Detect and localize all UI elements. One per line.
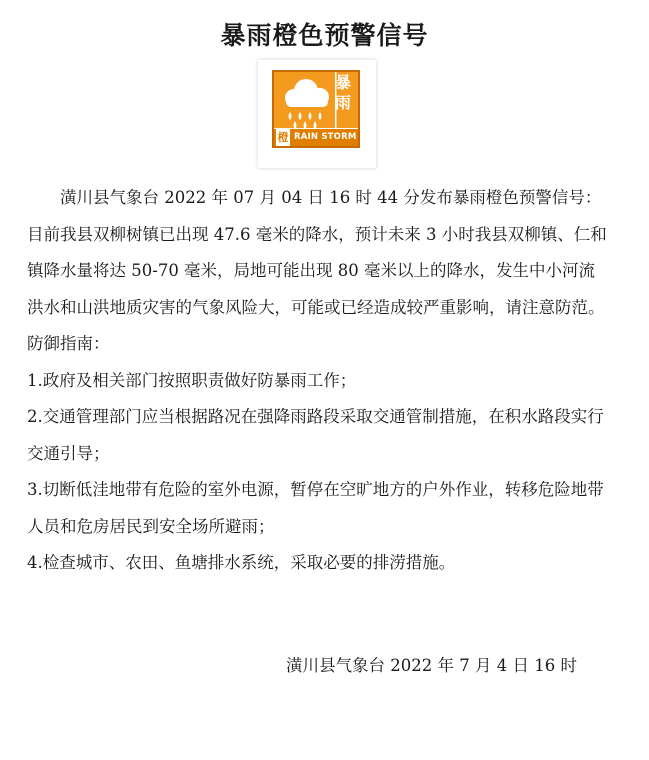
icon-label-band [274,128,358,146]
icon-label-en: RAIN STORM [294,132,357,142]
signature: 潢川县气象台 2022 年 7 月 4 日 16 时 [286,656,577,675]
warning-body [27,180,611,582]
guide-item-3: 3.切断低洼地带有危险的室外电源，暂停在空旷地方的户外作业，转移危险地带人员和危房居民到安全场所避雨； [27,480,604,536]
icon-level-char: 橙 [277,131,289,144]
icon-char-yu: 雨 [334,93,351,112]
guide-item-2: 2.交通管理部门应当根据路况在强降雨路段采取交通管制措施，在积水路段实行交通引导； [27,407,604,463]
lead-paragraph: 潢川县气象台 2022 年 07 月 04 日 16 时 44 分发布暴雨橙色预警信号：目前我县双柳树镇已出现 47.6 毫米的降水，预计未来 3 小时我县双柳镇、仁和镇降水量将达 50-70 毫米，局地可能出现 80 毫米以上的降水，发生中小河流洪水和山洪地质灾害的气象风险大，可能或已经造成较严重影响，请注意防范。 [27,188,607,317]
page-title: 暴雨橙色预警信号 [220,21,429,50]
rainstorm-orange-warning-icon [272,70,360,148]
guide-item-1: 1.政府及相关部门按照职责做好防暴雨工作； [27,370,357,390]
icon-char-bao: 暴 [334,73,351,92]
guide-item-4: 4.检查城市、农田、鱼塘排水系统，采取必要的排涝措施。 [27,553,456,572]
warning-icon-frame [258,60,376,168]
guide-heading: 防御指南： [27,334,110,353]
